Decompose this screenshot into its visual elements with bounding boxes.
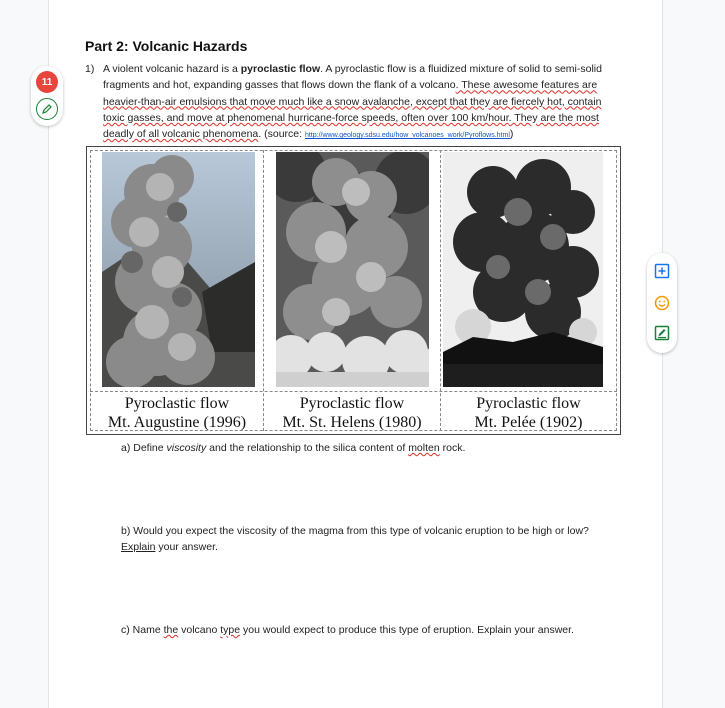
suggest-edit-icon[interactable] [654, 325, 670, 341]
question-a-text-3: rock. [439, 442, 466, 454]
question-b-text-2: Would you expect the viscosity of the magma from this type of volcanic eruption to be high or low? [130, 525, 589, 537]
caption-line-1: Pyroclastic flow [476, 395, 581, 412]
caption-line-1: Pyroclastic flow [299, 395, 405, 412]
question-text-1: A violent volcanic hazard is a [103, 63, 241, 75]
molten-word: molten [408, 442, 440, 454]
mt-augustine-photo [102, 152, 255, 387]
question-a-text-2: and the relationship to the silica content of [206, 442, 409, 454]
type-word: type [220, 624, 241, 636]
question-a [121, 440, 631, 456]
mt-st-helens-photo [276, 152, 429, 387]
question-c-text-2: volcano [178, 624, 221, 636]
question-text-2: . A pyroclastic flow is a fluidized mixture of solid to semi-solid fragments and hot, expanding gasses that flows down the flank of a volcano [103, 63, 602, 92]
question-text-3: . These awesome features are heavier-than-air emulsions that move much like a snow avalanche, except that they are fiercely hot, contain toxic gasses, and move at phenomenal hurricane-force speeds, often over 100 km/hour [103, 79, 602, 124]
caption-mt-st-helens [264, 394, 440, 432]
question-b-text-4: your answer. [155, 541, 218, 553]
question-number: 1) [85, 63, 95, 75]
add-comment-icon[interactable] [654, 263, 670, 279]
edit-suggestion-icon[interactable] [36, 98, 58, 120]
photo-table [86, 146, 621, 435]
question-text-5: . (source: [258, 128, 305, 141]
question-c-text-1: c) Name [121, 624, 164, 636]
question-b-text-1: b) [121, 525, 131, 537]
the-word: the [163, 624, 179, 636]
question-text-4: . They are the most deadly of all volcanic phenomena [103, 111, 599, 141]
question-c-text-3: you would expect to produce this type of eruption [240, 624, 472, 636]
question-b [121, 523, 631, 555]
mt-pelee-photo [443, 152, 603, 387]
caption-line-2: Mt. Pelée (1902) [474, 414, 583, 431]
caption-line-1: Pyroclastic flow [124, 395, 230, 412]
caption-mt-pelee [441, 394, 616, 432]
viscosity-term: viscosity [166, 442, 207, 454]
caption-line-2: Mt. St. Helens (1980) [282, 414, 422, 431]
emoji-reaction-icon[interactable] [654, 295, 670, 311]
side-toolbar [647, 253, 677, 353]
caption-mt-augustine [91, 394, 263, 432]
pyroclastic-flow-term: pyroclastic flow [240, 63, 321, 75]
section-heading: Part 2: Volcanic Hazards [85, 38, 248, 54]
question-paragraph [103, 61, 625, 144]
comment-count: 11 [41, 76, 53, 88]
comment-count-badge[interactable] [36, 71, 58, 93]
question-c [121, 622, 631, 638]
source-link[interactable]: http://www.geology.sdsu.edu/how_volcanoes_work/Pyroflows.html [304, 132, 510, 140]
question-text-6: ) [509, 128, 514, 141]
explain-word: Explain [121, 541, 156, 553]
question-c-text-4: . Explain your answer. [471, 624, 574, 636]
caption-line-2: Mt. Augustine (1996) [107, 414, 247, 431]
question-a-text-1: a) Define [121, 442, 167, 454]
